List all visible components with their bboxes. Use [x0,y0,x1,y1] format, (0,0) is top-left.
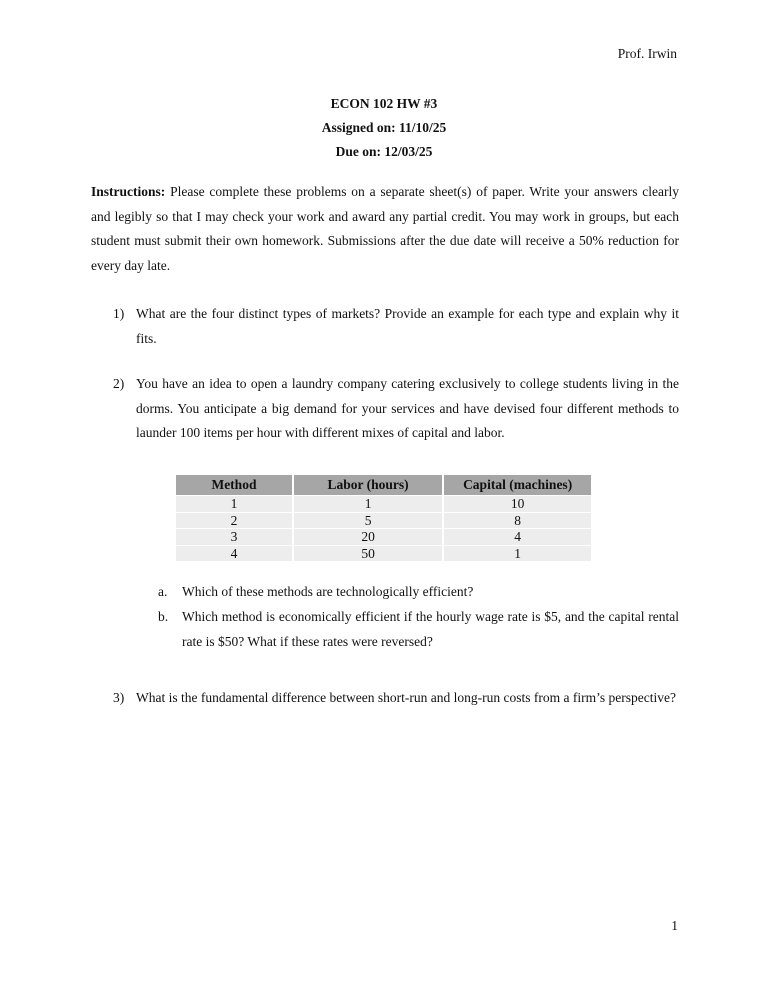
question-text: What is the fundamental difference between short-run and long-run costs from a firm’s perspective? [136,690,676,705]
subquestion-a [158,580,679,605]
table-row [176,512,591,529]
cell-capital: 10 [443,496,591,513]
table-header-row [176,475,591,496]
question-1 [113,302,679,351]
production-methods-table [176,475,591,561]
question-number: 3) [113,690,125,705]
cell-capital: 8 [443,512,591,529]
instructions-label: Instructions: [91,184,166,199]
table-row [176,496,591,513]
cell-capital: 1 [443,545,591,561]
question-3 [113,686,679,711]
question-number: 1) [113,306,125,321]
table-row [176,529,591,546]
header-capital: Capital (machines) [443,475,591,496]
title-block [0,92,768,164]
instructions-paragraph [91,180,679,278]
assigned-date: Assigned on: 11/10/25 [321,120,447,135]
cell-labor: 5 [293,512,443,529]
table-row [176,545,591,561]
due-date: Due on: 12/03/25 [335,144,433,159]
instructions-text: Please complete these problems on a separate sheet(s) of paper. Write your answers clearly and legibly so that I may check your work and award any partial credit. You may work in groups, but each student must submit their own homework. Submissions after the due date will receive a 50% reduction for every day late. [91,184,679,273]
cell-method: 2 [176,512,293,529]
header-method: Method [176,475,293,496]
question-text: What are the four distinct types of markets? Provide an example for each type and explain why it fits. [136,306,679,346]
cell-method: 3 [176,529,293,546]
cell-method: 1 [176,496,293,513]
subquestion-letter: b. [158,609,169,624]
question-2 [113,372,679,446]
cell-labor: 20 [293,529,443,546]
subquestion-letter: a. [158,584,168,599]
header-labor: Labor (hours) [293,475,443,496]
subquestion-text: Which method is economically efficient if the hourly wage rate is $5, and the capital rental rate is $50? What if these rates were reversed? [182,609,679,649]
subquestion-b [158,605,679,654]
cell-labor: 1 [293,496,443,513]
cell-capital: 4 [443,529,591,546]
author-header: Prof. Irwin [617,46,677,61]
subquestion-text: Which of these methods are technologically efficient? [182,584,474,599]
question-text: You have an idea to open a laundry company catering exclusively to college students living in the dorms. You anticipate a big demand for your services and have devised four different methods to launder 100 items per hour with different mixes of capital and labor. [136,376,679,440]
cell-method: 4 [176,545,293,561]
page-number: 1 [671,918,678,933]
course-title: ECON 102 HW #3 [330,96,438,111]
cell-labor: 50 [293,545,443,561]
question-number: 2) [113,376,125,391]
